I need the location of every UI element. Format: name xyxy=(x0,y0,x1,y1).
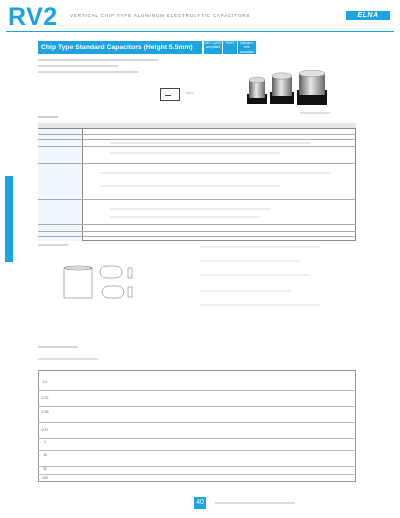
product-banner: Chip Type Standard Capacitors (Height 5.5mm) xyxy=(38,41,202,54)
badge-rohs: RoHS xyxy=(223,41,237,54)
header-subtitle: VERTICAL CHIP TYPE ALUMINUM ELECTROLYTIC CAPACITORS xyxy=(70,13,251,18)
image-caption xyxy=(300,112,330,114)
brand-logo: ELNA xyxy=(346,11,390,20)
cap-cell: 22 xyxy=(43,467,47,471)
cap-cell: 0.1 xyxy=(42,380,48,384)
feature-line-3 xyxy=(38,71,138,73)
dimension-drawing xyxy=(60,262,150,306)
badge-halogen: Halogen-free compliant xyxy=(239,41,255,54)
cap-cell: 100 xyxy=(42,476,48,480)
footer-text xyxy=(215,502,295,504)
cap-cell: 0.22 xyxy=(41,396,49,400)
badge-aec: AEC-Q200 compliant xyxy=(204,41,222,54)
performance-table-header xyxy=(38,123,356,129)
cap-cell: 0.33 xyxy=(41,410,49,414)
cap-cell: 1 xyxy=(44,440,46,444)
dimensions-label xyxy=(38,244,68,246)
category-sidebar-tab xyxy=(5,176,13,262)
page-number: 40 xyxy=(194,497,206,509)
cap-cell: 0.47 xyxy=(41,428,49,432)
marking-symbol xyxy=(160,88,180,101)
series-title: RV2 xyxy=(8,3,58,31)
capacitor-product-image xyxy=(245,70,360,110)
feature-line-1 xyxy=(38,59,158,61)
specifications-label xyxy=(38,116,58,118)
header-rule xyxy=(6,31,394,32)
cap-cell: 10 xyxy=(43,453,47,457)
ratings-label xyxy=(38,346,78,348)
feature-line-2 xyxy=(38,65,118,67)
marking-label xyxy=(186,92,194,94)
